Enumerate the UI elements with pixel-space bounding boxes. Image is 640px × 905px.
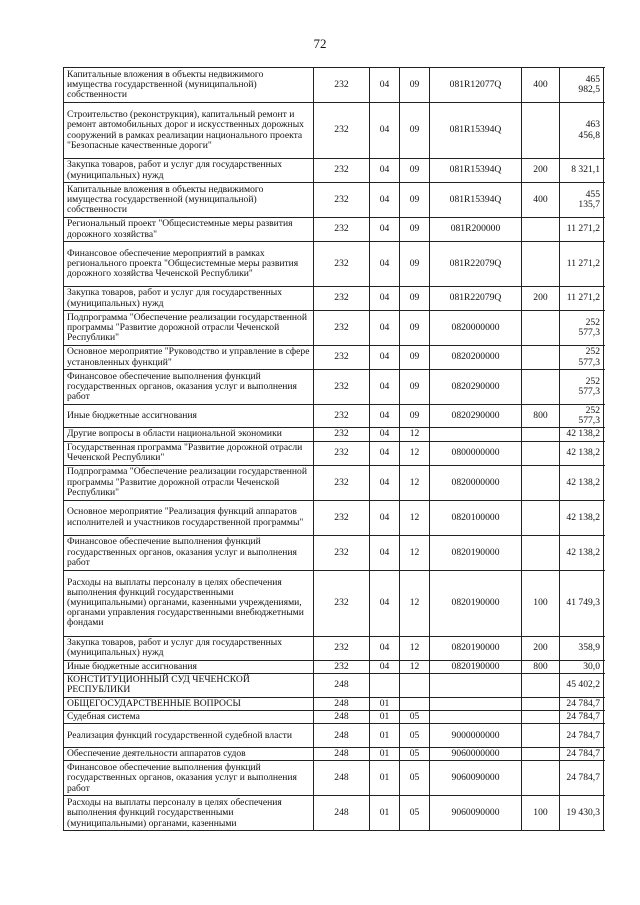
- cell-ved: 232: [314, 500, 370, 535]
- table-row: [64, 242, 604, 287]
- cell-csr: 081R200000: [430, 218, 522, 242]
- cell-pr: 09: [400, 370, 430, 405]
- cell-vr: [522, 441, 560, 465]
- cell-sum: 11 271,2: [560, 242, 604, 287]
- cell-sum: 11 271,2: [560, 287, 604, 311]
- table-row: [64, 724, 604, 748]
- cell-vr: [522, 697, 560, 710]
- cell-pr: 09: [400, 311, 430, 346]
- cell-sum: 24 784,7: [560, 748, 604, 761]
- cell-vr: 200: [522, 159, 560, 183]
- cell-vr: [522, 673, 560, 697]
- table-row: [64, 428, 604, 441]
- cell-rz: 04: [370, 287, 400, 311]
- cell-pr: 09: [400, 218, 430, 242]
- cell-rz: 04: [370, 405, 400, 428]
- cell-sum: 24 784,7: [560, 724, 604, 748]
- cell-name: Финансовое обеспечение выполнения функций государственных органов, оказания услуг и выполнения работ: [64, 535, 314, 570]
- cell-ved: 232: [314, 441, 370, 465]
- cell-rz: 04: [370, 103, 400, 159]
- cell-ved: 232: [314, 346, 370, 370]
- cell-ved: 248: [314, 673, 370, 697]
- table-row: [64, 159, 604, 183]
- cell-pr: 09: [400, 405, 430, 428]
- cell-pr: [400, 697, 430, 710]
- cell-ved: 248: [314, 724, 370, 748]
- cell-vr: [522, 500, 560, 535]
- cell-csr: 0820200000: [430, 346, 522, 370]
- cell-csr: 9000000000: [430, 724, 522, 748]
- cell-vr: [522, 242, 560, 287]
- cell-ved: 232: [314, 636, 370, 660]
- cell-pr: 12: [400, 441, 430, 465]
- cell-ved: 232: [314, 159, 370, 183]
- cell-pr: 12: [400, 570, 430, 636]
- cell-rz: 04: [370, 465, 400, 500]
- cell-sum: 42 138,2: [560, 441, 604, 465]
- cell-vr: [522, 535, 560, 570]
- cell-ved: 232: [314, 570, 370, 636]
- cell-pr: 09: [400, 287, 430, 311]
- table-row: [64, 796, 604, 831]
- cell-csr: 081R22079Q: [430, 287, 522, 311]
- cell-vr: [522, 711, 560, 724]
- cell-csr: [430, 697, 522, 710]
- cell-ved: 248: [314, 761, 370, 796]
- cell-rz: 04: [370, 218, 400, 242]
- cell-sum: 455 135,7: [560, 183, 604, 218]
- cell-sum: 11 271,2: [560, 218, 604, 242]
- cell-sum: 42 138,2: [560, 535, 604, 570]
- cell-sum: 42 138,2: [560, 465, 604, 500]
- table-row: [64, 370, 604, 405]
- cell-vr: 100: [522, 796, 560, 831]
- budget-table: [63, 67, 604, 831]
- cell-pr: 09: [400, 242, 430, 287]
- cell-name: Иные бюджетные ассигнования: [64, 660, 314, 673]
- cell-pr: 12: [400, 535, 430, 570]
- cell-csr: [430, 711, 522, 724]
- cell-pr: 05: [400, 724, 430, 748]
- cell-csr: 0800000000: [430, 441, 522, 465]
- cell-vr: [522, 748, 560, 761]
- cell-sum: 463 456,8: [560, 103, 604, 159]
- cell-rz: 04: [370, 242, 400, 287]
- table-row: [64, 346, 604, 370]
- cell-name: Обеспечение деятельности аппаратов судов: [64, 748, 314, 761]
- cell-vr: [522, 346, 560, 370]
- cell-csr: 0820190000: [430, 636, 522, 660]
- cell-name: Иные бюджетные ассигнования: [64, 405, 314, 428]
- cell-ved: 232: [314, 535, 370, 570]
- cell-vr: [522, 218, 560, 242]
- cell-csr: 0820190000: [430, 660, 522, 673]
- page-number: 72: [313, 36, 327, 51]
- cell-name: Закупка товаров, работ и услуг для государственных (муниципальных) нужд: [64, 287, 314, 311]
- cell-rz: 04: [370, 441, 400, 465]
- cell-csr: 0820290000: [430, 405, 522, 428]
- cell-sum: 19 430,3: [560, 796, 604, 831]
- cell-vr: [522, 465, 560, 500]
- cell-rz: 04: [370, 159, 400, 183]
- cell-name: Закупка товаров, работ и услуг для государственных (муниципальных) нужд: [64, 159, 314, 183]
- cell-rz: 04: [370, 570, 400, 636]
- cell-pr: 12: [400, 428, 430, 441]
- cell-pr: 12: [400, 465, 430, 500]
- cell-sum: 252 577,3: [560, 346, 604, 370]
- cell-name: Подпрограмма "Обеспечение реализации государственной программы "Развитие дорожной отрасли Чеченской Республики": [64, 465, 314, 500]
- cell-name: Строительство (реконструкция), капитальный ремонт и ремонт автомобильных дорог и искусственных дорожных сооружений в рамках реализации национального проекта "Безопасные качественные дороги": [64, 103, 314, 159]
- cell-name: Финансовое обеспечение мероприятий в рамках регионального проекта "Общесистемные меры развития дорожного хозяйства Чеченской Республики": [64, 242, 314, 287]
- cell-ved: 232: [314, 405, 370, 428]
- cell-rz: 04: [370, 535, 400, 570]
- cell-csr: 081R12077Q: [430, 68, 522, 103]
- cell-csr: 9060090000: [430, 761, 522, 796]
- cell-vr: 200: [522, 636, 560, 660]
- cell-csr: 0820190000: [430, 535, 522, 570]
- cell-pr: 12: [400, 500, 430, 535]
- cell-name: ОБЩЕГОСУДАРСТВЕННЫЕ ВОПРОСЫ: [64, 697, 314, 710]
- table-row: [64, 761, 604, 796]
- cell-sum: 465 982,5: [560, 68, 604, 103]
- cell-ved: 232: [314, 183, 370, 218]
- table-row: [64, 535, 604, 570]
- cell-pr: 05: [400, 761, 430, 796]
- cell-name: Закупка товаров, работ и услуг для государственных (муниципальных) нужд: [64, 636, 314, 660]
- cell-name: Государственная программа "Развитие дорожной отрасли Чеченской Республики": [64, 441, 314, 465]
- cell-sum: 24 784,7: [560, 711, 604, 724]
- cell-rz: 04: [370, 500, 400, 535]
- cell-rz: 04: [370, 346, 400, 370]
- cell-vr: [522, 428, 560, 441]
- table-row: [64, 697, 604, 710]
- cell-csr: [430, 428, 522, 441]
- cell-vr: 400: [522, 183, 560, 218]
- cell-csr: 9060000000: [430, 748, 522, 761]
- cell-csr: [430, 673, 522, 697]
- cell-sum: 45 402,2: [560, 673, 604, 697]
- table-row: [64, 711, 604, 724]
- table-row: [64, 311, 604, 346]
- cell-rz: 01: [370, 697, 400, 710]
- cell-vr: 200: [522, 287, 560, 311]
- cell-sum: 24 784,7: [560, 761, 604, 796]
- cell-rz: 04: [370, 636, 400, 660]
- table-row: [64, 218, 604, 242]
- cell-ved: 232: [314, 287, 370, 311]
- cell-ved: 232: [314, 103, 370, 159]
- cell-rz: 01: [370, 748, 400, 761]
- cell-rz: 01: [370, 761, 400, 796]
- cell-name: Капитальные вложения в объекты недвижимого имущества государственной (муниципальной) собственности: [64, 68, 314, 103]
- cell-ved: 232: [314, 68, 370, 103]
- cell-sum: 24 784,7: [560, 697, 604, 710]
- cell-vr: 400: [522, 68, 560, 103]
- cell-sum: 252 577,3: [560, 405, 604, 428]
- cell-csr: 0820190000: [430, 570, 522, 636]
- cell-csr: 0820000000: [430, 465, 522, 500]
- cell-sum: 358,9: [560, 636, 604, 660]
- cell-rz: 04: [370, 183, 400, 218]
- cell-name: Судебная система: [64, 711, 314, 724]
- cell-ved: 248: [314, 796, 370, 831]
- cell-vr: [522, 311, 560, 346]
- cell-pr: 12: [400, 636, 430, 660]
- cell-name: Реализация функций государственной судебной власти: [64, 724, 314, 748]
- cell-vr: 800: [522, 405, 560, 428]
- cell-csr: 0820000000: [430, 311, 522, 346]
- cell-csr: 081R15394Q: [430, 103, 522, 159]
- cell-sum: 42 138,2: [560, 428, 604, 441]
- cell-sum: 30,0: [560, 660, 604, 673]
- table-row: [64, 673, 604, 697]
- cell-ved: 232: [314, 465, 370, 500]
- cell-pr: 09: [400, 183, 430, 218]
- cell-name: Расходы на выплаты персоналу в целях обеспечения выполнения функций государственными (муниципальными) органами, казенными учреждениями, органами управления государственными внебюджетными фондами: [64, 570, 314, 636]
- cell-pr: 09: [400, 346, 430, 370]
- cell-pr: 09: [400, 103, 430, 159]
- cell-ved: 232: [314, 660, 370, 673]
- cell-ved: 232: [314, 218, 370, 242]
- cell-vr: [522, 761, 560, 796]
- cell-rz: 04: [370, 311, 400, 346]
- table-row: [64, 68, 604, 103]
- cell-ved: 232: [314, 370, 370, 405]
- cell-vr: 800: [522, 660, 560, 673]
- cell-pr: [400, 673, 430, 697]
- cell-sum: 41 749,3: [560, 570, 604, 636]
- cell-csr: 0820100000: [430, 500, 522, 535]
- cell-name: Финансовое обеспечение выполнения функций государственных органов, оказания услуг и выполнения работ: [64, 370, 314, 405]
- cell-ved: 248: [314, 711, 370, 724]
- cell-vr: [522, 103, 560, 159]
- cell-ved: 248: [314, 748, 370, 761]
- cell-sum: 42 138,2: [560, 500, 604, 535]
- table-row: [64, 570, 604, 636]
- table-row: [64, 287, 604, 311]
- cell-csr: 081R15394Q: [430, 159, 522, 183]
- cell-ved: 232: [314, 428, 370, 441]
- cell-name: Основное мероприятие "Реализация функций аппаратов исполнителей и участников государственной программы": [64, 500, 314, 535]
- cell-vr: [522, 370, 560, 405]
- cell-rz: 04: [370, 68, 400, 103]
- cell-rz: 04: [370, 428, 400, 441]
- cell-name: Капитальные вложения в объекты недвижимого имущества государственной (муниципальной) собственности: [64, 183, 314, 218]
- table-row: [64, 636, 604, 660]
- table-row: [64, 748, 604, 761]
- cell-rz: 01: [370, 796, 400, 831]
- table-row: [64, 441, 604, 465]
- cell-sum: 252 577,3: [560, 311, 604, 346]
- cell-pr: 05: [400, 748, 430, 761]
- table-row: [64, 405, 604, 428]
- table-row: [64, 103, 604, 159]
- cell-pr: 05: [400, 711, 430, 724]
- cell-csr: 081R15394Q: [430, 183, 522, 218]
- cell-ved: 232: [314, 311, 370, 346]
- table-row: [64, 500, 604, 535]
- cell-rz: 04: [370, 660, 400, 673]
- cell-name: Подпрограмма "Обеспечение реализации государственной программы "Развитие дорожной отрасли Чеченской Республики": [64, 311, 314, 346]
- cell-rz: [370, 673, 400, 697]
- cell-pr: 05: [400, 796, 430, 831]
- cell-pr: 09: [400, 159, 430, 183]
- cell-csr: 081R22079Q: [430, 242, 522, 287]
- cell-name: Финансовое обеспечение выполнения функций государственных органов, оказания услуг и выполнения работ: [64, 761, 314, 796]
- cell-name: Основное мероприятие "Руководство и управление в сфере установленных функций": [64, 346, 314, 370]
- cell-name: Расходы на выплаты персоналу в целях обеспечения выполнения функций государственными (муниципальными) органами, казенными: [64, 796, 314, 831]
- cell-name: КОНСТИТУЦИОННЫЙ СУД ЧЕЧЕНСКОЙ РЕСПУБЛИКИ: [64, 673, 314, 697]
- cell-vr: 100: [522, 570, 560, 636]
- cell-csr: 0820290000: [430, 370, 522, 405]
- cell-sum: 8 321,1: [560, 159, 604, 183]
- table-row: [64, 183, 604, 218]
- cell-pr: 09: [400, 68, 430, 103]
- cell-rz: 04: [370, 370, 400, 405]
- cell-csr: 9060090000: [430, 796, 522, 831]
- cell-rz: 01: [370, 724, 400, 748]
- cell-sum: 252 577,3: [560, 370, 604, 405]
- cell-ved: 232: [314, 242, 370, 287]
- cell-name: Региональный проект "Общесистемные меры развития дорожного хозяйства": [64, 218, 314, 242]
- table-row: [64, 465, 604, 500]
- table-row: [64, 660, 604, 673]
- cell-rz: 01: [370, 711, 400, 724]
- cell-ved: 248: [314, 697, 370, 710]
- cell-vr: [522, 724, 560, 748]
- cell-pr: 12: [400, 660, 430, 673]
- cell-name: Другие вопросы в области национальной экономики: [64, 428, 314, 441]
